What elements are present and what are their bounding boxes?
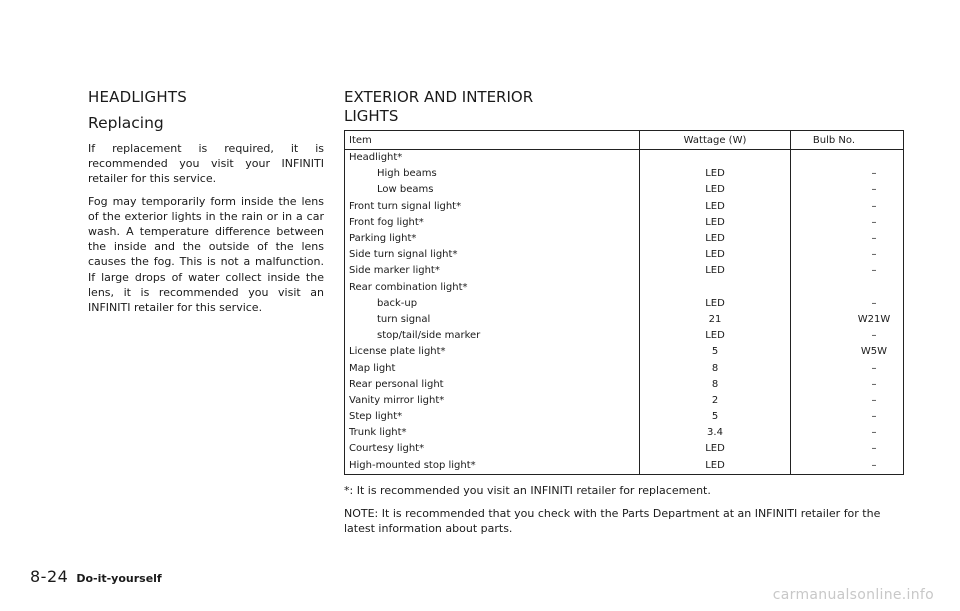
left-column (88, 88, 324, 322)
cell-wattage: LED (640, 199, 791, 215)
exterior-interior-lights-heading: EXTERIOR AND INTERIOR LIGHTS (344, 88, 534, 125)
cell-bulb-no: – (871, 249, 877, 261)
header-wattage: Wattage (W) (640, 131, 791, 150)
table-row (345, 344, 904, 360)
cell-bulb-no: – (871, 362, 877, 374)
cell-wattage (640, 150, 791, 167)
cell-item: Map light (345, 360, 640, 376)
page-footer (30, 567, 162, 586)
cell-item: Side turn signal light* (345, 247, 640, 263)
cell-item: Step light* (345, 409, 640, 425)
cell-bulb-no (791, 280, 904, 296)
cell-bulb-no: – (871, 216, 877, 228)
footnote: *: It is recommended you visit an INFINITI retailer for replacement. (344, 483, 711, 497)
cell-wattage: LED (640, 247, 791, 263)
table-row (345, 328, 904, 344)
cell-bulb-no: – (871, 265, 877, 277)
cell-item: stop/tail/side marker (345, 328, 640, 344)
table-row (345, 247, 904, 263)
cell-bulb-no: W21W (857, 313, 891, 325)
table-row (345, 215, 904, 231)
cell-item: turn signal (345, 312, 640, 328)
cell-wattage: LED (640, 182, 791, 198)
cell-item: Side marker light* (345, 263, 640, 279)
cell-bulb-no: – (871, 459, 877, 471)
page-number: 8-24 (30, 567, 69, 586)
cell-item: High-mounted stop light* (345, 458, 640, 475)
replacing-subheading: Replacing (88, 114, 164, 132)
table-body (345, 150, 904, 475)
cell-bulb-no: – (871, 378, 877, 390)
right-column (344, 88, 904, 536)
bulb-table (344, 130, 904, 475)
cell-item: Front turn signal light* (345, 199, 640, 215)
table-row (345, 458, 904, 475)
table-row (345, 377, 904, 393)
cell-item: Rear personal light (345, 377, 640, 393)
cell-item: Front fog light* (345, 215, 640, 231)
cell-bulb-no: – (871, 394, 877, 406)
cell-wattage: 2 (640, 393, 791, 409)
table-header-row (345, 131, 904, 150)
cell-bulb-no (791, 150, 904, 167)
cell-item: Low beams (345, 182, 640, 198)
table-row (345, 166, 904, 182)
cell-wattage: LED (640, 458, 791, 475)
cell-item: License plate light* (345, 344, 640, 360)
table-row (345, 263, 904, 279)
table-row (345, 296, 904, 312)
table-row (345, 199, 904, 215)
cell-wattage: 8 (640, 360, 791, 376)
table-row (345, 393, 904, 409)
cell-bulb-no: – (871, 184, 877, 196)
cell-item: Headlight* (345, 150, 640, 167)
paragraph-1: If replacement is required, it is recommended you visit your INFINITI retailer for this service. (88, 142, 324, 186)
cell-wattage: LED (640, 166, 791, 182)
headlights-heading: HEADLIGHTS (88, 88, 187, 106)
cell-wattage: 8 (640, 377, 791, 393)
table-row (345, 312, 904, 328)
cell-item: Parking light* (345, 231, 640, 247)
cell-bulb-no: – (871, 200, 877, 212)
cell-wattage: 3.4 (640, 425, 791, 441)
cell-bulb-no: – (871, 233, 877, 245)
cell-bulb-no: – (871, 330, 877, 342)
cell-item: Courtesy light* (345, 441, 640, 457)
cell-wattage: 21 (640, 312, 791, 328)
cell-wattage (640, 280, 791, 296)
table-row (345, 409, 904, 425)
table-row (345, 360, 904, 376)
cell-bulb-no: – (871, 411, 877, 423)
cell-wattage: LED (640, 263, 791, 279)
cell-wattage: LED (640, 328, 791, 344)
cell-bulb-no: – (871, 443, 877, 455)
parts-note: NOTE: It is recommended that you check with the Parts Department at an INFINITI retailer for the latest information about parts. (344, 507, 881, 535)
header-bulb-no: Bulb No. (791, 131, 904, 150)
table-row (345, 231, 904, 247)
cell-wattage: 5 (640, 409, 791, 425)
watermark: carmanualsonline.info (772, 587, 934, 603)
cell-wattage: LED (640, 441, 791, 457)
cell-bulb-no: – (871, 168, 877, 180)
cell-wattage: LED (640, 231, 791, 247)
cell-bulb-no: – (871, 427, 877, 439)
cell-item: Rear combination light* (345, 280, 640, 296)
header-item: Item (345, 131, 640, 150)
cell-wattage: 5 (640, 344, 791, 360)
section-title: Do-it-yourself (76, 572, 162, 585)
cell-item: back-up (345, 296, 640, 312)
table-row (345, 150, 904, 167)
cell-item: Trunk light* (345, 425, 640, 441)
table-row (345, 182, 904, 198)
cell-bulb-no: – (871, 297, 877, 309)
cell-item: Vanity mirror light* (345, 393, 640, 409)
table-row (345, 280, 904, 296)
cell-bulb-no: W5W (860, 346, 888, 358)
cell-wattage: LED (640, 215, 791, 231)
cell-wattage: LED (640, 296, 791, 312)
paragraph-2: Fog may temporarily form inside the lens of the exterior lights in the rain or in a car wash. A temperature difference between the inside and the outside of the lens causes the fog. This is not a malfunction. If large drops of water collect inside the lens, it is recommended you visit an INFINITI retailer for this service. (88, 194, 324, 315)
table-row (345, 441, 904, 457)
cell-item: High beams (345, 166, 640, 182)
table-row (345, 425, 904, 441)
